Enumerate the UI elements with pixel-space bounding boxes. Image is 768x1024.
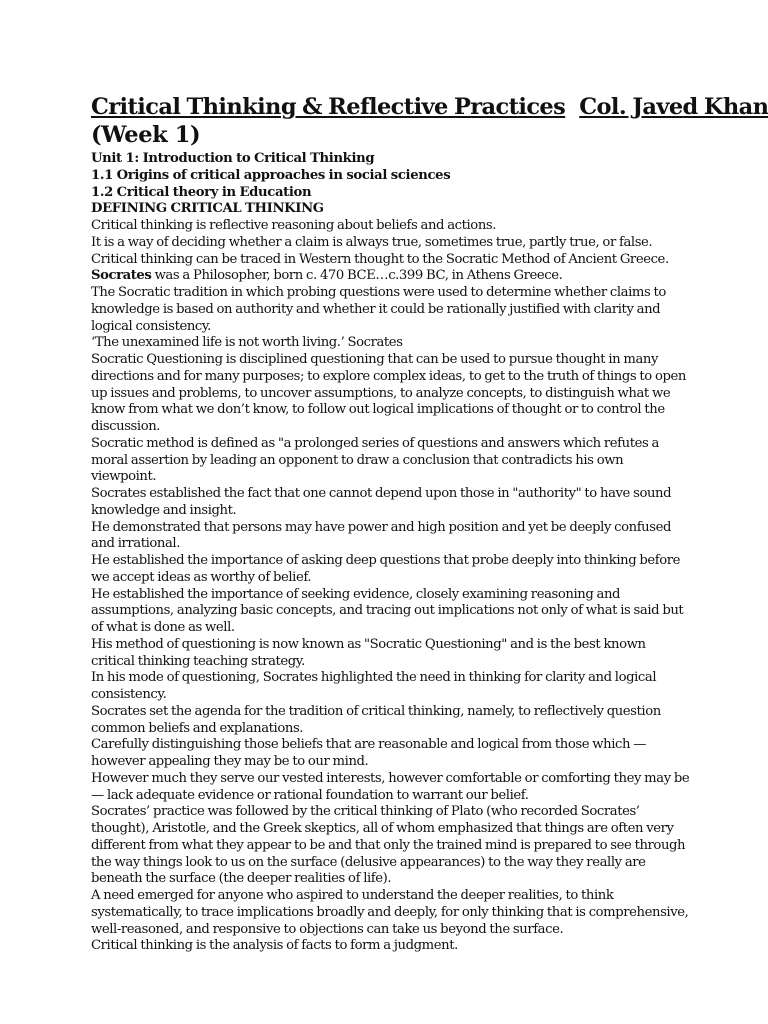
paragraph: The Socratic tradition in which probing questions were used to determine whether claims to knowledge is based on authority and whether it could be rationally justified with clarity and logical consistency. [91,285,666,334]
paragraph: He demonstrated that persons may have power and high position and yet be deeply confused and irrational. [91,519,671,552]
paragraph: Carefully distinguishing those beliefs that are reasonable and logical from those which — however appealing they may be to our mind. [91,737,646,770]
paragraph: Socrates set the agenda for the tradition of critical thinking, namely, to reflectively question common beliefs and explanations. [91,703,661,736]
title-week: (Week 1) [91,122,201,148]
title-main: Critical Thinking & Reflective Practices [91,94,566,120]
paragraph-socrates [91,268,691,285]
socrates-bold: Socrates [91,268,152,284]
paragraph-quote: ‘The unexamined life is not worth living.’ Socrates [91,335,403,351]
document-title [91,94,768,121]
document-page [91,94,768,955]
paragraph: A need emerged for anyone who aspired to understand the deeper realities, to think systematically, to trace implications broadly and deeply, for only thinking that is comprehensive, well-reasoned, and responsive to objections can take us beyond the surface. [91,888,689,937]
paragraph: Critical thinking is the analysis of facts to form a judgment. [91,938,458,954]
paragraph: However much they serve our vested interests, however comfortable or comforting they may be — lack adequate evidence or rational foundation to warrant our belief. [91,770,690,803]
heading-defining: DEFINING CRITICAL THINKING [91,201,324,217]
heading-unit: Unit 1: Introduction to Critical Thinking [91,151,375,166]
heading-origins: 1.1 Origins of critical approaches in social sciences [91,167,451,183]
paragraph: Critical thinking is reflective reasoning about beliefs and actions. [91,218,497,234]
paragraph: Socratic Questioning is disciplined questioning that can be used to pursue thought in many directions and for many purposes; to explore complex ideas, to get to the truth of things to open up issues and problems, to uncover assumptions, to analyze concepts, to distinguish what we know from what we don’t know, to follow out logical implications of thought or to control the discussion. [91,352,686,435]
paragraph: He established the importance of seeking evidence, closely examining reasoning and assumptions, analyzing basic concepts, and tracing out implications not only of what is said but of what is done as well. [91,586,684,636]
heading-critical-theory: 1.2 Critical theory in Education [91,184,312,200]
paragraph: Socratic method is defined as "a prolonged series of questions and answers which refutes a moral assertion by leading an opponent to draw a conclusion that contradicts his own viewpoint. [91,435,659,485]
paragraph: Socrates’ practice was followed by the critical thinking of Plato (who recorded Socrates’ thought), Aristotle, and the Greek skeptics, all of whom emphasized that things are often very different from what they appear to be and that only the trained mind is prepared to see through the way things look to us on the surface (delusive appearances) to the way they really are beneath the surface (the deeper realities of life). [91,804,686,887]
title-author: Col. Javed Khan [579,94,768,120]
paragraph: His method of questioning is now known as "Socratic Questioning" and is the best known critical thinking teaching strategy. [91,636,646,669]
paragraph: Socrates established the fact that one cannot depend upon those in "authority" to have sound knowledge and insight. [91,486,672,518]
paragraph: In his mode of questioning, Socrates highlighted the need in thinking for clarity and logical consistency. [91,670,657,703]
paragraph: Critical thinking can be traced in Western thought to the Socratic Method of Ancient Greece. [91,251,669,267]
paragraph: He established the importance of asking deep questions that probe deeply into thinking before we accept ideas as worthy of belief. [91,553,681,585]
socrates-text: was a Philosopher, born c. 470 BCE…c.399 BC, in Athens Greece. [151,268,563,284]
paragraph: It is a way of deciding whether a claim is always true, sometimes true, partly true, or false. [91,234,653,250]
